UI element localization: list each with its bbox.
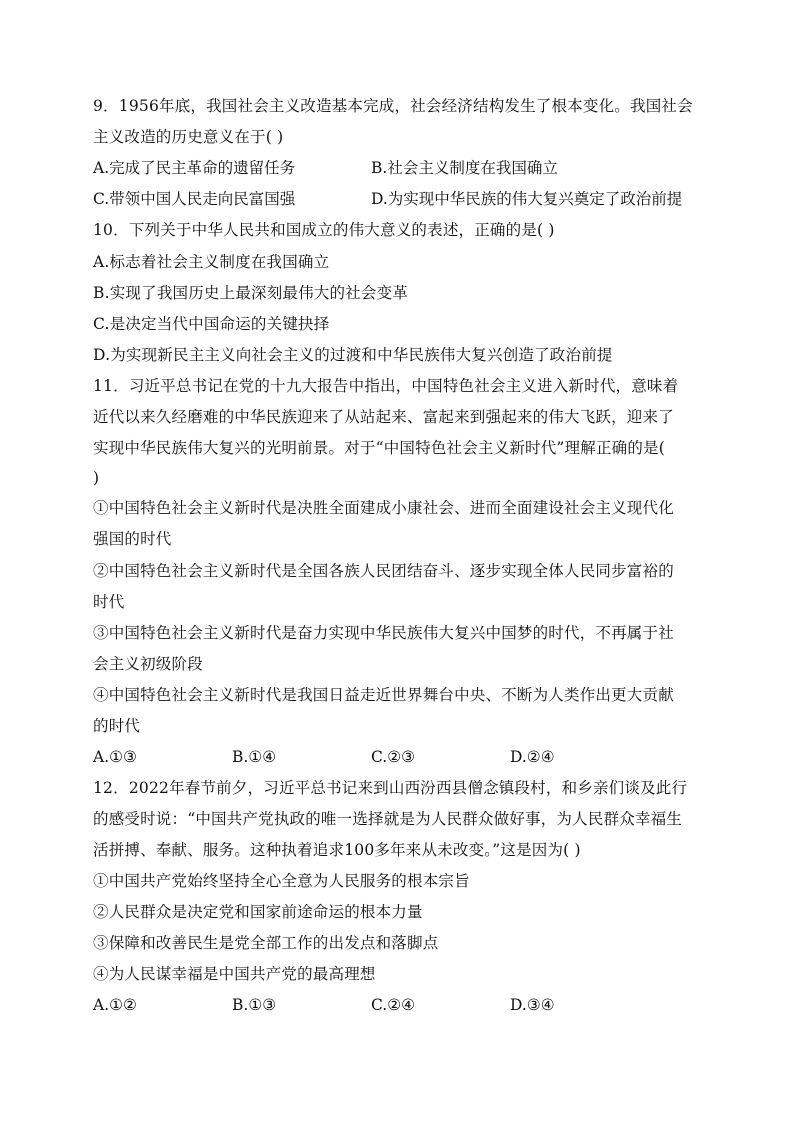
q12-option-c: C.②④ bbox=[371, 996, 416, 1014]
q12-option-d: D.③④ bbox=[510, 996, 555, 1014]
q11-stem-line1: 11．习近平总书记在党的十九大报告中指出，中国特色社会主义进入新时代，意味着 bbox=[93, 377, 679, 395]
q11-stem-line2: 近代以来久经磨难的中华民族迎来了从站起来、富起来到强起来的伟大飞跃，迎来了 bbox=[93, 408, 674, 426]
q9-option-c: C.带领中国人民走向民富国强 bbox=[93, 190, 296, 208]
q12-stem-line3: 活拼搏、奉献、服务。这种执着追求100多年来从未改变。”这是因为( ) bbox=[93, 841, 581, 859]
q12-stem-line2: 的感受时说：“中国共产党执政的唯一选择就是为人民群众做好事，为人民群众幸福生 bbox=[93, 810, 683, 828]
q11-item4-line2: 的时代 bbox=[93, 717, 141, 735]
q11-option-a: A.①③ bbox=[93, 748, 137, 766]
q11-item4-line1: ④中国特色社会主义新时代是我国日益走近世界舞台中央、不断为人类作出更大贡献 bbox=[93, 686, 674, 704]
q11-item2-line2: 时代 bbox=[93, 593, 125, 611]
q12-item1: ①中国共产党始终坚持全心全意为人民服务的根本宗旨 bbox=[93, 872, 470, 890]
q10-option-c: C.是决定当代中国命运的关键抉择 bbox=[93, 315, 330, 333]
q9-stem-line1: 9．1956年底，我国社会主义改造基本完成，社会经济结构发生了根本变化。我国社会 bbox=[93, 97, 693, 115]
q11-stem-line4: ) bbox=[93, 469, 100, 487]
q9-option-d: D.为实现中华民族的伟大复兴奠定了政治前提 bbox=[371, 190, 683, 208]
q12-option-a: A.①② bbox=[93, 996, 137, 1014]
q11-option-c: C.②③ bbox=[371, 748, 416, 766]
q11-item2-line1: ②中国特色社会主义新时代是全国各族人民团结奋斗、逐步实现全体人民同步富裕的 bbox=[93, 562, 674, 580]
q10-option-d: D.为实现新民主主义向社会主义的过渡和中华民族伟大复兴创造了政治前提 bbox=[93, 346, 613, 364]
q12-item4: ④为人民谋幸福是中国共产党的最高理想 bbox=[93, 965, 376, 983]
q10-option-b: B.实现了我国历史上最深刻最伟大的社会变革 bbox=[93, 284, 409, 302]
q9-option-a: A.完成了民主革命的遗留任务 bbox=[93, 159, 296, 177]
q10-option-a: A.标志着社会主义制度在我国确立 bbox=[93, 253, 330, 271]
q11-option-b: B.①④ bbox=[232, 748, 277, 766]
q11-stem-line3: 实现中华民族伟大复兴的光明前景。对于“中国特色社会主义新时代”理解正确的是( bbox=[93, 439, 665, 457]
q9-stem-line2: 主义改造的历史意义在于( ) bbox=[93, 128, 284, 146]
q12-option-b: B.①③ bbox=[232, 996, 277, 1014]
q12-item3: ③保障和改善民生是党全部工作的出发点和落脚点 bbox=[93, 934, 439, 952]
q11-item3-line2: 会主义初级阶段 bbox=[93, 655, 203, 673]
q12-stem-line1: 12．2022年春节前夕，习近平总书记来到山西汾西县僧念镇段村，和乡亲们谈及此行 bbox=[93, 779, 688, 797]
q11-item1-line2: 强国的时代 bbox=[93, 530, 172, 548]
q11-option-d: D.②④ bbox=[510, 748, 555, 766]
q11-item3-line1: ③中国特色社会主义新时代是奋力实现中华民族伟大复兴中国梦的时代，不再属于社 bbox=[93, 624, 674, 642]
q9-option-b: B.社会主义制度在我国确立 bbox=[371, 159, 558, 177]
q12-item2: ②人民群众是决定党和国家前途命运的根本力量 bbox=[93, 903, 423, 921]
q11-item1-line1: ①中国特色社会主义新时代是决胜全面建成小康社会、进而全面建设社会主义现代化 bbox=[93, 499, 674, 517]
q10-stem: 10．下列关于中华人民共和国成立的伟大意义的表述，正确的是( ) bbox=[93, 221, 555, 239]
